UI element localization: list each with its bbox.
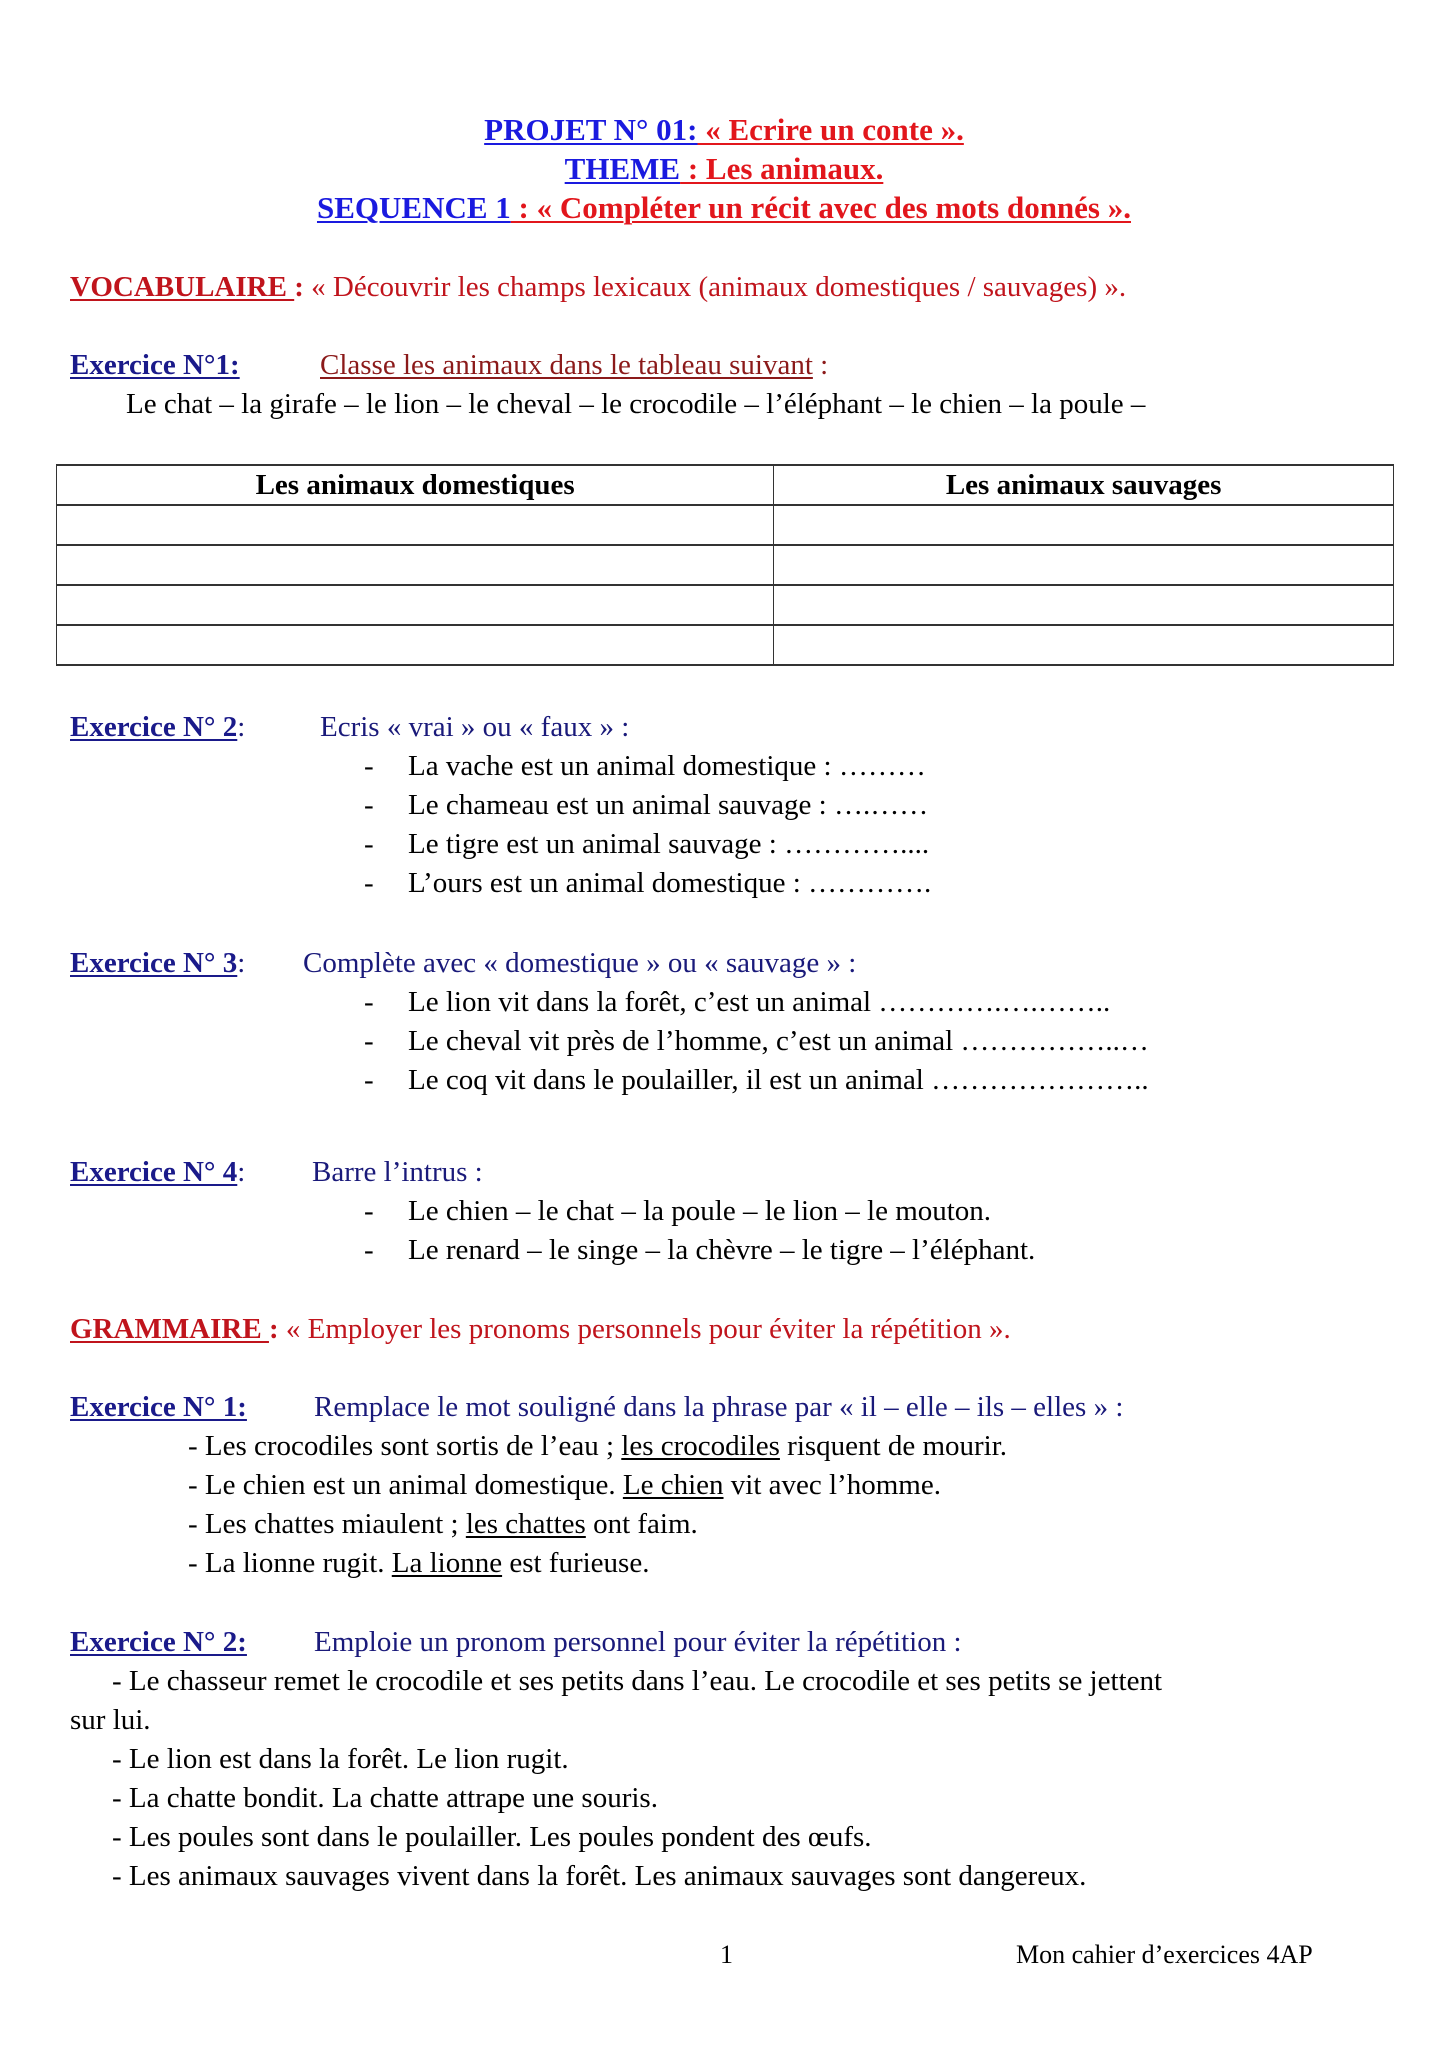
list-item (188, 1468, 941, 1502)
voc-ex1-instruction-colon: : (812, 349, 829, 381)
grammaire-label: GRAMMAIRE (70, 1313, 269, 1345)
list-item-text: Le chien – le chat – la poule – le lion – le mouton. (408, 1195, 992, 1227)
theme-title (0, 151, 1448, 187)
sentence-part: - La lionne rugit. (188, 1547, 392, 1579)
list-item: - Le lion est dans la forêt. Le lion rugit. (112, 1743, 569, 1775)
underlined-word: La lionne (391, 1547, 503, 1579)
sentence-part: vit avec l’homme. (723, 1469, 941, 1501)
list-item: - Les poules sont dans le poulailler. Les poules pondent des œufs. (112, 1821, 872, 1853)
table-cell-wild[interactable] (774, 625, 1394, 665)
sentence-part: - Les crocodiles sont sortis de l’eau ; (188, 1430, 622, 1462)
gram-ex1-label: Exercice N° 1: (70, 1391, 247, 1423)
underlined-word: les chattes (465, 1508, 586, 1540)
voc-ex3-label: Exercice N° 3 (70, 947, 238, 979)
vocabulaire-objective: « Découvrir les champs lexicaux (animaux domestiques / sauvages) ». (303, 271, 1127, 303)
sequence-title (0, 190, 1448, 226)
underlined-word: les crocodiles (621, 1430, 780, 1462)
voc-ex4-heading (70, 1155, 245, 1189)
table-cell-domestic[interactable] (57, 625, 774, 665)
sequence-label: SEQUENCE 1 (316, 190, 511, 225)
vocabulaire-colon: : (294, 271, 304, 303)
list-item: - Le chien – le chat – la poule – le lion – le mouton. (364, 1195, 992, 1227)
list-item: - Le chasseur remet le crocodile et ses petits dans l’eau. Le crocodile et ses petits se jettent (112, 1665, 1163, 1697)
table-header-wild: Les animaux sauvages (774, 465, 1394, 505)
footer-book-title: Mon cahier d’exercices 4AP (1016, 1940, 1313, 1969)
sentence-part: ont faim. (585, 1508, 698, 1540)
list-item-text: Le chameau est un animal sauvage : ….…… (408, 789, 929, 821)
list-item: - Le lion vit dans la forêt, c’est un animal ………….….…….. (364, 986, 1111, 1018)
grammaire-objective: « Employer les pronoms personnels pour éviter la répétition ». (278, 1313, 1011, 1345)
sentence-part: est furieuse. (502, 1547, 650, 1579)
table-row (57, 625, 1394, 665)
table-row (57, 545, 1394, 585)
table-header-domestic: Les animaux domestiques (57, 465, 774, 505)
classification-table (56, 464, 1394, 666)
vocabulaire-heading (70, 270, 1126, 304)
page-number: 1 (720, 1940, 733, 1969)
table-cell-domestic[interactable] (57, 545, 774, 585)
voc-ex1-label: Exercice N°1: (70, 349, 240, 381)
list-item-text: Le lion vit dans la forêt, c’est un animal ………….….…….. (408, 986, 1111, 1018)
voc-ex1-instruction (320, 348, 828, 382)
voc-ex2-heading (70, 710, 245, 744)
theme-value: : Les animaux. (680, 151, 884, 186)
gram-ex2-heading (70, 1625, 247, 1659)
voc-ex1-heading (70, 348, 240, 382)
voc-ex2-label: Exercice N° 2 (70, 711, 238, 743)
project-label: PROJET N° 01: (484, 112, 698, 147)
sequence-value: : « Compléter un récit avec des mots donnés ». (510, 190, 1131, 225)
list-item: - Les animaux sauvages vivent dans la forêt. Les animaux sauvages sont dangereux. (112, 1860, 1087, 1892)
gram-ex1-heading (70, 1390, 247, 1424)
list-item-text: Le coq vit dans le poulailler, il est un animal ………………….. (408, 1064, 1149, 1096)
sentence-part: - Le chien est un animal domestique. (188, 1469, 623, 1501)
table-cell-domestic[interactable] (57, 585, 774, 625)
list-item: - Le chameau est un animal sauvage : ….…… (364, 789, 929, 821)
list-item: - La chatte bondit. La chatte attrape une souris. (112, 1782, 658, 1814)
gram-ex2-label: Exercice N° 2: (70, 1626, 247, 1658)
list-item (188, 1507, 698, 1541)
table-row (57, 505, 1394, 545)
grammaire-heading (70, 1312, 1011, 1346)
table-cell-domestic[interactable] (57, 505, 774, 545)
table-cell-wild[interactable] (774, 505, 1394, 545)
project-title (0, 112, 1448, 148)
voc-ex1-word-list: Le chat – la girafe – le lion – le cheval – le crocodile – l’éléphant – le chien – la poule – (126, 388, 1146, 420)
voc-ex3-instruction: Complète avec « domestique » ou « sauvage » : (303, 947, 857, 979)
project-value: « Ecrire un conte ». (697, 112, 964, 147)
vocabulaire-label: VOCABULAIRE (70, 271, 295, 303)
list-item: - L’ours est un animal domestique : …………. (364, 867, 932, 899)
voc-ex2-instruction: Ecris « vrai » ou « faux » : (320, 711, 630, 743)
voc-ex3-colon: : (237, 947, 246, 979)
list-item: - Le renard – le singe – la chèvre – le tigre – l’éléphant. (364, 1234, 1036, 1266)
voc-ex1-instruction-text: Classe les animaux dans le tableau suivant (320, 349, 813, 381)
list-item: - Le coq vit dans le poulailler, il est un animal ………………….. (364, 1064, 1149, 1096)
list-item (188, 1546, 649, 1580)
list-item (188, 1429, 1007, 1463)
list-item-text: Le tigre est un animal sauvage : ………….... (408, 828, 930, 860)
list-item-text: Le renard – le singe – la chèvre – le tigre – l’éléphant. (408, 1234, 1036, 1266)
list-item: - La vache est un animal domestique : ……… (364, 750, 926, 782)
gram-ex2-instruction: Emploie un pronom personnel pour éviter la répétition : (314, 1626, 962, 1658)
gram-ex1-instruction: Remplace le mot souligné dans la phrase par « il – elle – ils – elles » : (314, 1391, 1124, 1423)
sentence-part: - Les chattes miaulent ; (188, 1508, 466, 1540)
voc-ex3-heading (70, 946, 245, 980)
list-item-text: Le cheval vit près de l’homme, c’est un animal ……………..… (408, 1025, 1149, 1057)
table-row (57, 585, 1394, 625)
grammaire-colon: : (268, 1313, 279, 1345)
list-item-continuation: sur lui. (70, 1704, 151, 1736)
list-item-text: L’ours est un animal domestique : …………. (408, 867, 932, 899)
list-item: - Le cheval vit près de l’homme, c’est un animal ……………..… (364, 1025, 1149, 1057)
voc-ex2-colon: : (237, 711, 246, 743)
voc-ex4-label: Exercice N° 4 (70, 1156, 238, 1188)
table-cell-wild[interactable] (774, 545, 1394, 585)
table-cell-wild[interactable] (774, 585, 1394, 625)
list-item-text: La vache est un animal domestique : ……… (408, 750, 926, 782)
voc-ex4-instruction: Barre l’intrus : (312, 1156, 483, 1188)
sentence-part: risquent de mourir. (779, 1430, 1008, 1462)
list-item: - Le tigre est un animal sauvage : ………….... (364, 828, 930, 860)
theme-label: THEME (564, 151, 681, 186)
underlined-word: Le chien (622, 1469, 724, 1501)
voc-ex4-colon: : (237, 1156, 246, 1188)
